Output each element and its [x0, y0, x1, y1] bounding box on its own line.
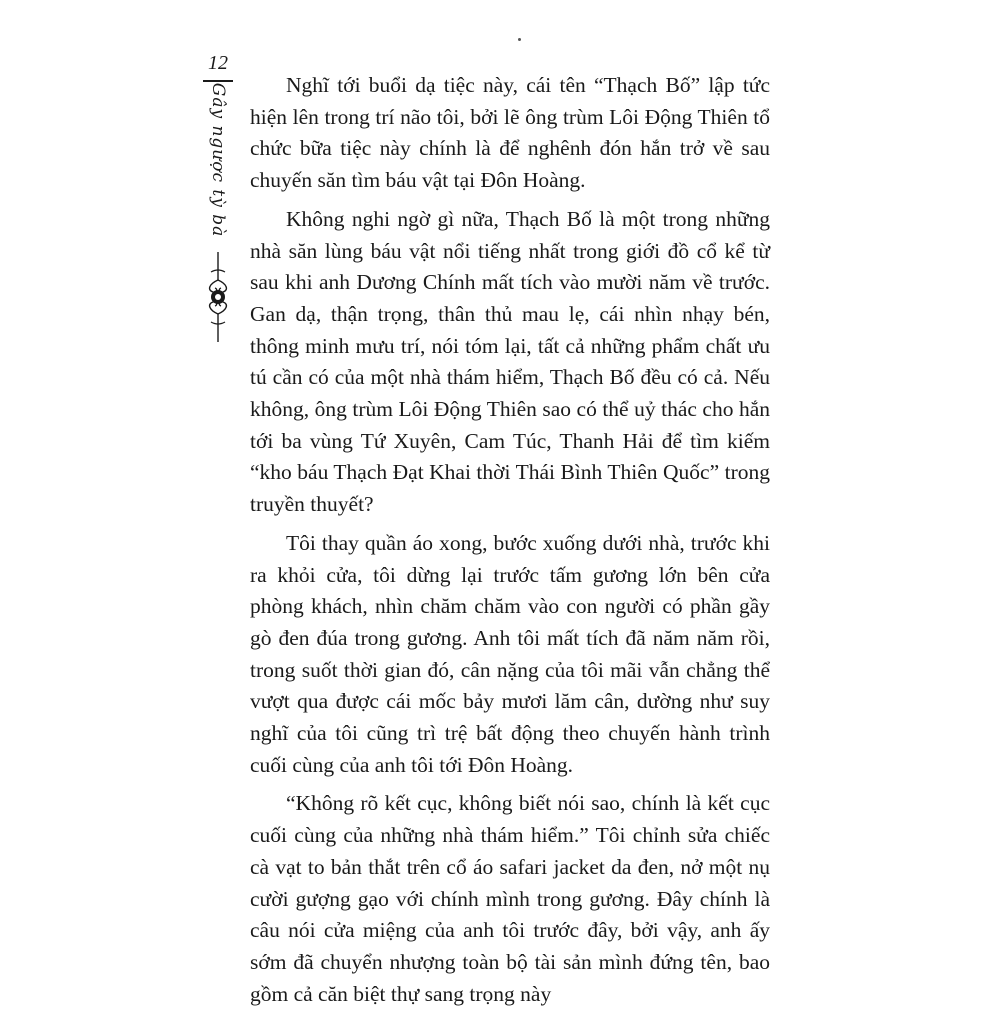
paragraph: Nghĩ tới buổi dạ tiệc này, cái tên “Thạch Bố” lập tức hiện lên trong trí não tôi, bởi lẽ ông trùm Lôi Động Thiên tổ chức bữa tiệc này chính là để nghênh đón hắn trở về sau chuyến săn tìm báu vật tại Đôn Hoàng. [250, 73, 770, 193]
paragraph: Tôi thay quần áo xong, bước xuống dưới nhà, trước khi ra khỏi cửa, tôi dừng lại trước tấm gương lớn bên cửa phòng khách, nhìn chăm chăm vào con người có phần gầy gò đen đúa trong gương. Anh tôi mất tích đã năm năm rồi, trong suốt thời gian đó, cân nặng của tôi mãi vẫn chẳng thể vượt qua được cái mốc bảy mươi lăm cân, dường như suy nghĩ của tôi cũng trì trệ bất động theo chuyến hành trình cuối cùng của anh tôi tới Đôn Hoàng. [250, 530, 770, 777]
header-rule [203, 80, 233, 82]
paragraph: “Không rõ kết cục, không biết nói sao, chính là kết cục cuối cùng của những nhà thám hiểm.” Tôi chỉnh sửa chiếc cà vạt to bản thắt trên cổ áo safari jacket da đen, nở một nụ cười gượng gạo với chính mình trong gương. Đây chính là câu nói cửa miệng của anh tôi trước đây, bởi vậy, anh ấy sớm đã chuyển nhượng toàn bộ tài sản mình đứng tên, bao gồm cả căn biệt thự sang trọng này [250, 791, 770, 1006]
print-speck [518, 38, 521, 41]
paragraph: Không nghi ngờ gì nữa, Thạch Bố là một trong những nhà săn lùng báu vật nổi tiếng nhất trong giới đồ cổ kể từ sau khi anh Dương Chính mất tích vào mười năm về trước. Gan dạ, thận trọng, thân thủ mau lẹ, cái nhìn nhạy bén, thông minh mưu trí, nói tóm lại, tất cả những phẩm chất ưu tú cần có của một nhà thám hiểm, Thạch Bố đều có cả. Nếu không, ông trùm Lôi Động Thiên sao có thể uỷ thác cho hắn tới ba vùng Tứ Xuyên, Cam Túc, Thanh Hải để tìm kiếm “kho báu Thạch Đạt Khai thời Thái Bình Thiên Quốc” trong truyền thuyết? [250, 206, 770, 517]
page-number: 12 [208, 52, 228, 74]
body-text [250, 70, 770, 1017]
running-title: Gây ngược tỳ bà [208, 82, 228, 238]
scroll-ornament-icon [197, 252, 239, 342]
